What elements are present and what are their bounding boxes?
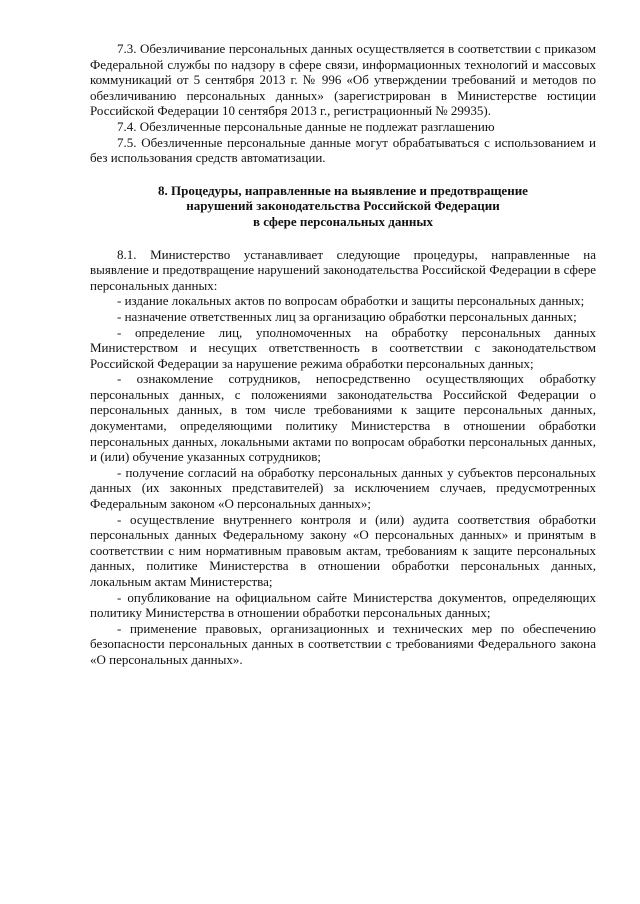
section-8-title	[90, 183, 596, 230]
paragraph-7-5: 7.5. Обезличенные персональные данные могут обрабатываться с использованием и без использования средств автоматизации.	[90, 134, 596, 166]
list-item: - назначение ответственных лиц за организацию обработки персональных данных;	[117, 308, 577, 324]
list-item: - определение лиц, уполномоченных на обработку персональных данных Министерством и несущих ответственность в соответствии с законодательством Российской Федерации за нарушение режима обработки персональных данных;	[90, 324, 596, 371]
section-title-line: в сфере персональных данных	[252, 213, 433, 229]
list-item: - ознакомление сотрудников, непосредственно осуществляющих обработку персональных данных, с положениями законодательства Российской Федерации о персональных данных, в том числе требованиями к защите персональных данных, документами, определяющими политику Министерства в отношении обработки персональных данных, локальными актами по вопросам обработки персональных данных, и (или) обучение указанных сотрудников;	[90, 371, 596, 465]
paragraph-8-1: 8.1. Министерство устанавливает следующие процедуры, направленные на выявление и предотвращение нарушений законодательства Российской Федерации в сфере персональных данных:	[90, 246, 596, 293]
list-item: - осуществление внутреннего контроля и (или) аудита соответствия обработки персональных данных Федеральному закону «О персональных данных» и принятым в соответствии с ним нормативным правовым актам, требованиям к защите персональных данных, политике Министерства в отношении обработки персональных данных, локальным актам Министерства;	[90, 511, 596, 589]
section-title-line: нарушений законодательства Российской Федерации	[186, 198, 500, 214]
list-item: - издание локальных актов по вопросам обработки и защиты персональных данных;	[117, 293, 585, 309]
paragraph-7-3: 7.3. Обезличивание персональных данных осуществляется в соответствии с приказом Федеральной службы по надзору в сфере связи, информационных технологий и массовых коммуникаций от 5 сентября 2013 г. № 996 «Об утверждении требований и методов по обезличиванию персональных данных» (зарегистрирован в Министерстве юстиции Российской Федерации 10 сентября 2013 г., регистрационный № 29935).	[90, 41, 596, 119]
document-page	[90, 41, 596, 668]
paragraph-7-4: 7.4. Обезличенные персональные данные не подлежат разглашению	[117, 118, 495, 134]
list-item: - опубликование на официальном сайте Министерства документов, определяющих политику Министерства в отношении обработки персональных данных;	[90, 589, 596, 621]
list-item: - получение согласий на обработку персональных данных у субъектов персональных данных (их законных представителей) за исключением случаев, предусмотренных Федеральным законом «О персональных данных»;	[90, 464, 596, 512]
list-item: - применение правовых, организационных и технических мер по обеспечению безопасности персональных данных в соответствии с требованиями Федерального закона «О персональных данных».	[90, 620, 596, 667]
section-title-line: 8. Процедуры, направленные на выявление и предотвращение	[158, 182, 528, 198]
